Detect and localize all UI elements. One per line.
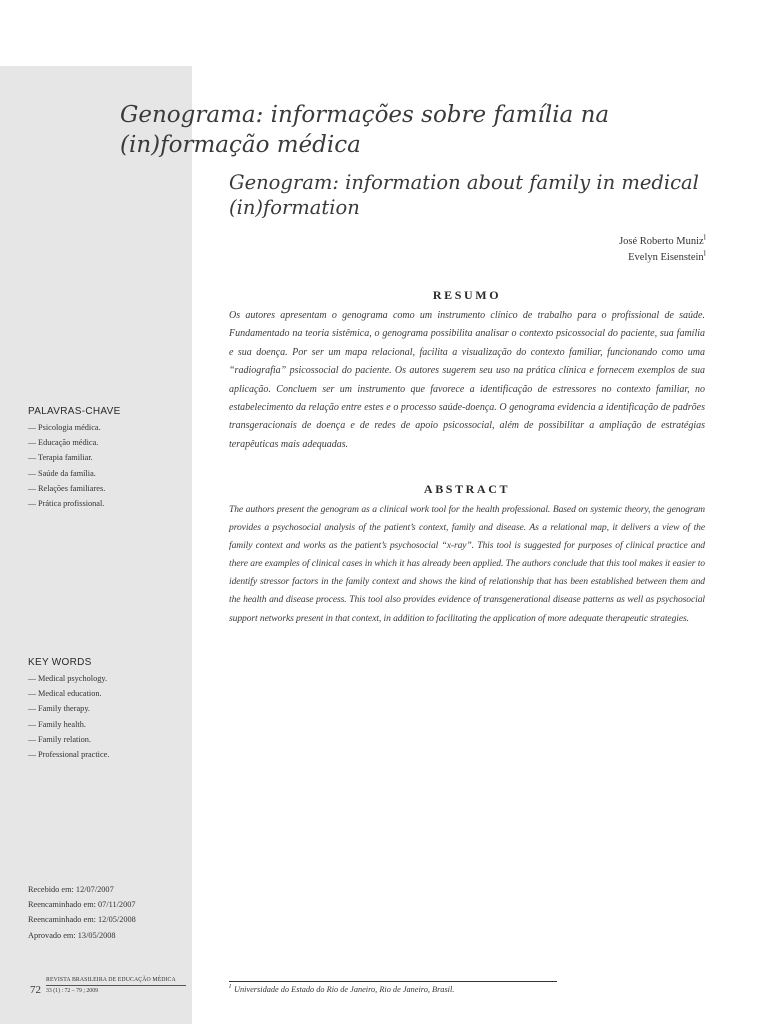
keyword-list — [28, 420, 188, 511]
footnote-text: Universidade do Estado do Rio de Janeiro, Rio de Janeiro, Brasil. — [234, 985, 455, 994]
keywords-heading: PALAVRAS-CHAVE — [28, 406, 121, 417]
author — [619, 250, 706, 266]
author-name: José Roberto Muniz — [619, 236, 704, 247]
keyword-item: — Educação médica. — [28, 435, 188, 450]
page-number: 72 — [30, 984, 41, 996]
keywords-english — [28, 657, 188, 762]
author-name: Evelyn Eisenstein — [628, 252, 704, 263]
date-line: Reencaminhado em: 07/11/2007 — [28, 900, 136, 910]
footnote-marker: I — [229, 984, 231, 991]
journal-issue: 33 (1) : 72 – 79 ; 2009 — [46, 988, 99, 994]
keywords-portuguese — [28, 406, 188, 511]
author-affiliation-marker: I — [703, 233, 706, 242]
keyword-item: — Family therapy. — [28, 701, 188, 716]
keyword-item: — Family relation. — [28, 732, 188, 747]
abstract-text: The authors present the genogram as a clinical work tool for the health professional. Based on systemic theory, the genogram provides a psychosocial analysis of the patient’s context, family and disease. As a relational map, it delivers a view of the family context and works as the patient’s psychosocial “x-ray”. This tool is suggested for purposes of clinical practice and there are examples of clinical cases in which it has already been applied. The authors conclude that this tool makes it easier to identify stressor factors in the family context and shows the kind of relationship that has been established between them and the health and disease process. This tool also provides evidence of transgenerational disease patterns as well as psychosocial support networks present in that context, in addition to facilitating the application of more adequate therapeutic strategies. — [229, 504, 705, 624]
abstract-heading: ABSTRACT — [423, 482, 511, 496]
keyword-item: — Psicologia médica. — [28, 420, 188, 435]
keyword-item: — Prática profissional. — [28, 496, 188, 511]
keyword-item: — Saúde da família. — [28, 466, 188, 481]
author — [619, 234, 706, 250]
keyword-item: — Relações familiares. — [28, 481, 188, 496]
keyword-item: — Professional practice. — [28, 747, 188, 762]
keyword-item: — Medical education. — [28, 686, 188, 701]
footnote-divider — [229, 981, 557, 982]
author-list — [619, 234, 706, 266]
journal-name: REVISTA BRASILEIRA DE EDUCAÇÃO MÉDICA — [46, 977, 186, 986]
keywords-heading: KEY WORDS — [28, 657, 92, 668]
keyword-item: — Medical psychology. — [28, 671, 188, 686]
keyword-list — [28, 671, 188, 762]
date-line: Reencaminhado em: 12/05/2008 — [28, 915, 136, 925]
article-title-portuguese: Genograma: informações sobre família na (in)formação médica — [120, 102, 610, 158]
date-line: Aprovado em: 13/05/2008 — [28, 930, 116, 940]
resumo-text: Os autores apresentam o genograma como um instrumento clínico de trabalho para o profissional de saúde. Fundamentado na teoria sistêmica, o genograma possibilita analisar o contexto psicossocial do paciente, sua família e sua doença. Por ser um mapa relacional, facilita a visualização do contexto familiar, funcionando como uma “radiografia” psicossocial do paciente. Os autores sugerem seu uso na prática clínica e fornecem exemplos de sua aplicação. Concluem ser um instrumento que favorece a identificação de estressores no contexto familiar, no estabelecimento da relação entre estes e o processo saúde-doença. O genograma evidencia a identificação de padrões transgeracionais de doença e de redes de apoio psicossocial, além de possibilitar a ampliação de estratégias terapêuticas mais adequadas. — [229, 310, 705, 450]
footnote — [229, 985, 649, 994]
submission-dates — [28, 882, 188, 943]
article-title-english: Genogram: information about family in medical (in)formation — [229, 171, 699, 219]
date-line: Recebido em: 12/07/2007 — [28, 885, 114, 894]
resumo-heading: RESUMO — [432, 288, 502, 302]
author-affiliation-marker: I — [703, 249, 706, 258]
keyword-item: — Family health. — [28, 717, 188, 732]
keyword-item: — Terapia familiar. — [28, 450, 188, 465]
sidebar-panel — [0, 66, 192, 1024]
